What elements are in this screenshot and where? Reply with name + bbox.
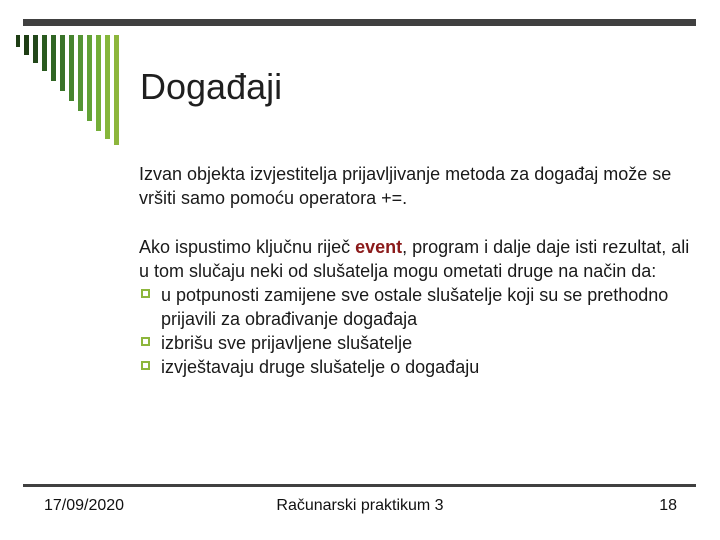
stripe: [42, 35, 47, 71]
stripe: [114, 35, 119, 145]
slide-body: [139, 162, 699, 379]
paragraph-text: Ako ispustimo ključnu riječ: [139, 237, 356, 257]
list-item-text: izbrišu sve prijavljene slušatelje: [161, 333, 413, 353]
decorative-stripes: [16, 35, 121, 145]
list-item-text: izvještavaju druge slušatelje o događaju: [161, 357, 480, 377]
paragraph-operator: Izvan objekta izvjestitelja prijavljivanje metoda za događaj može se vršiti samo pomoću operatora +=.: [139, 164, 672, 208]
stripe: [16, 35, 20, 47]
bullet-list: [139, 283, 699, 379]
footer-page-number: 18: [659, 497, 677, 514]
square-bullet-icon: [141, 289, 150, 298]
stripe: [33, 35, 38, 63]
stripe: [69, 35, 74, 101]
list-item: [139, 331, 699, 355]
list-item: [139, 355, 699, 379]
stripe: [60, 35, 65, 91]
keyword-event: event: [355, 237, 403, 257]
paragraph-event: [139, 235, 699, 283]
stripe: [87, 35, 92, 121]
top-decorative-bar: [23, 19, 696, 26]
square-bullet-icon: [141, 337, 150, 346]
slide-title: Događaji: [140, 66, 283, 107]
footer-date: 17/09/2020: [44, 497, 125, 514]
footer-course-title: Računarski praktikum 3: [276, 497, 444, 514]
stripe: [96, 35, 101, 131]
square-bullet-icon: [141, 361, 150, 370]
stripe: [51, 35, 56, 81]
list-item: [139, 283, 699, 331]
stripe: [105, 35, 110, 139]
list-item-text: u potpunosti zamijene sve ostale slušatelje koji su se prethodno prijavili za obrađivanje događaja: [161, 285, 669, 329]
stripe: [78, 35, 83, 111]
stripe: [24, 35, 29, 55]
bottom-decorative-bar: [23, 484, 696, 487]
paragraph-text: , program i dalje daje isti rezultat, ali u tom slučaju neki od slušatelja mogu ometati druge na način da:: [139, 237, 690, 281]
